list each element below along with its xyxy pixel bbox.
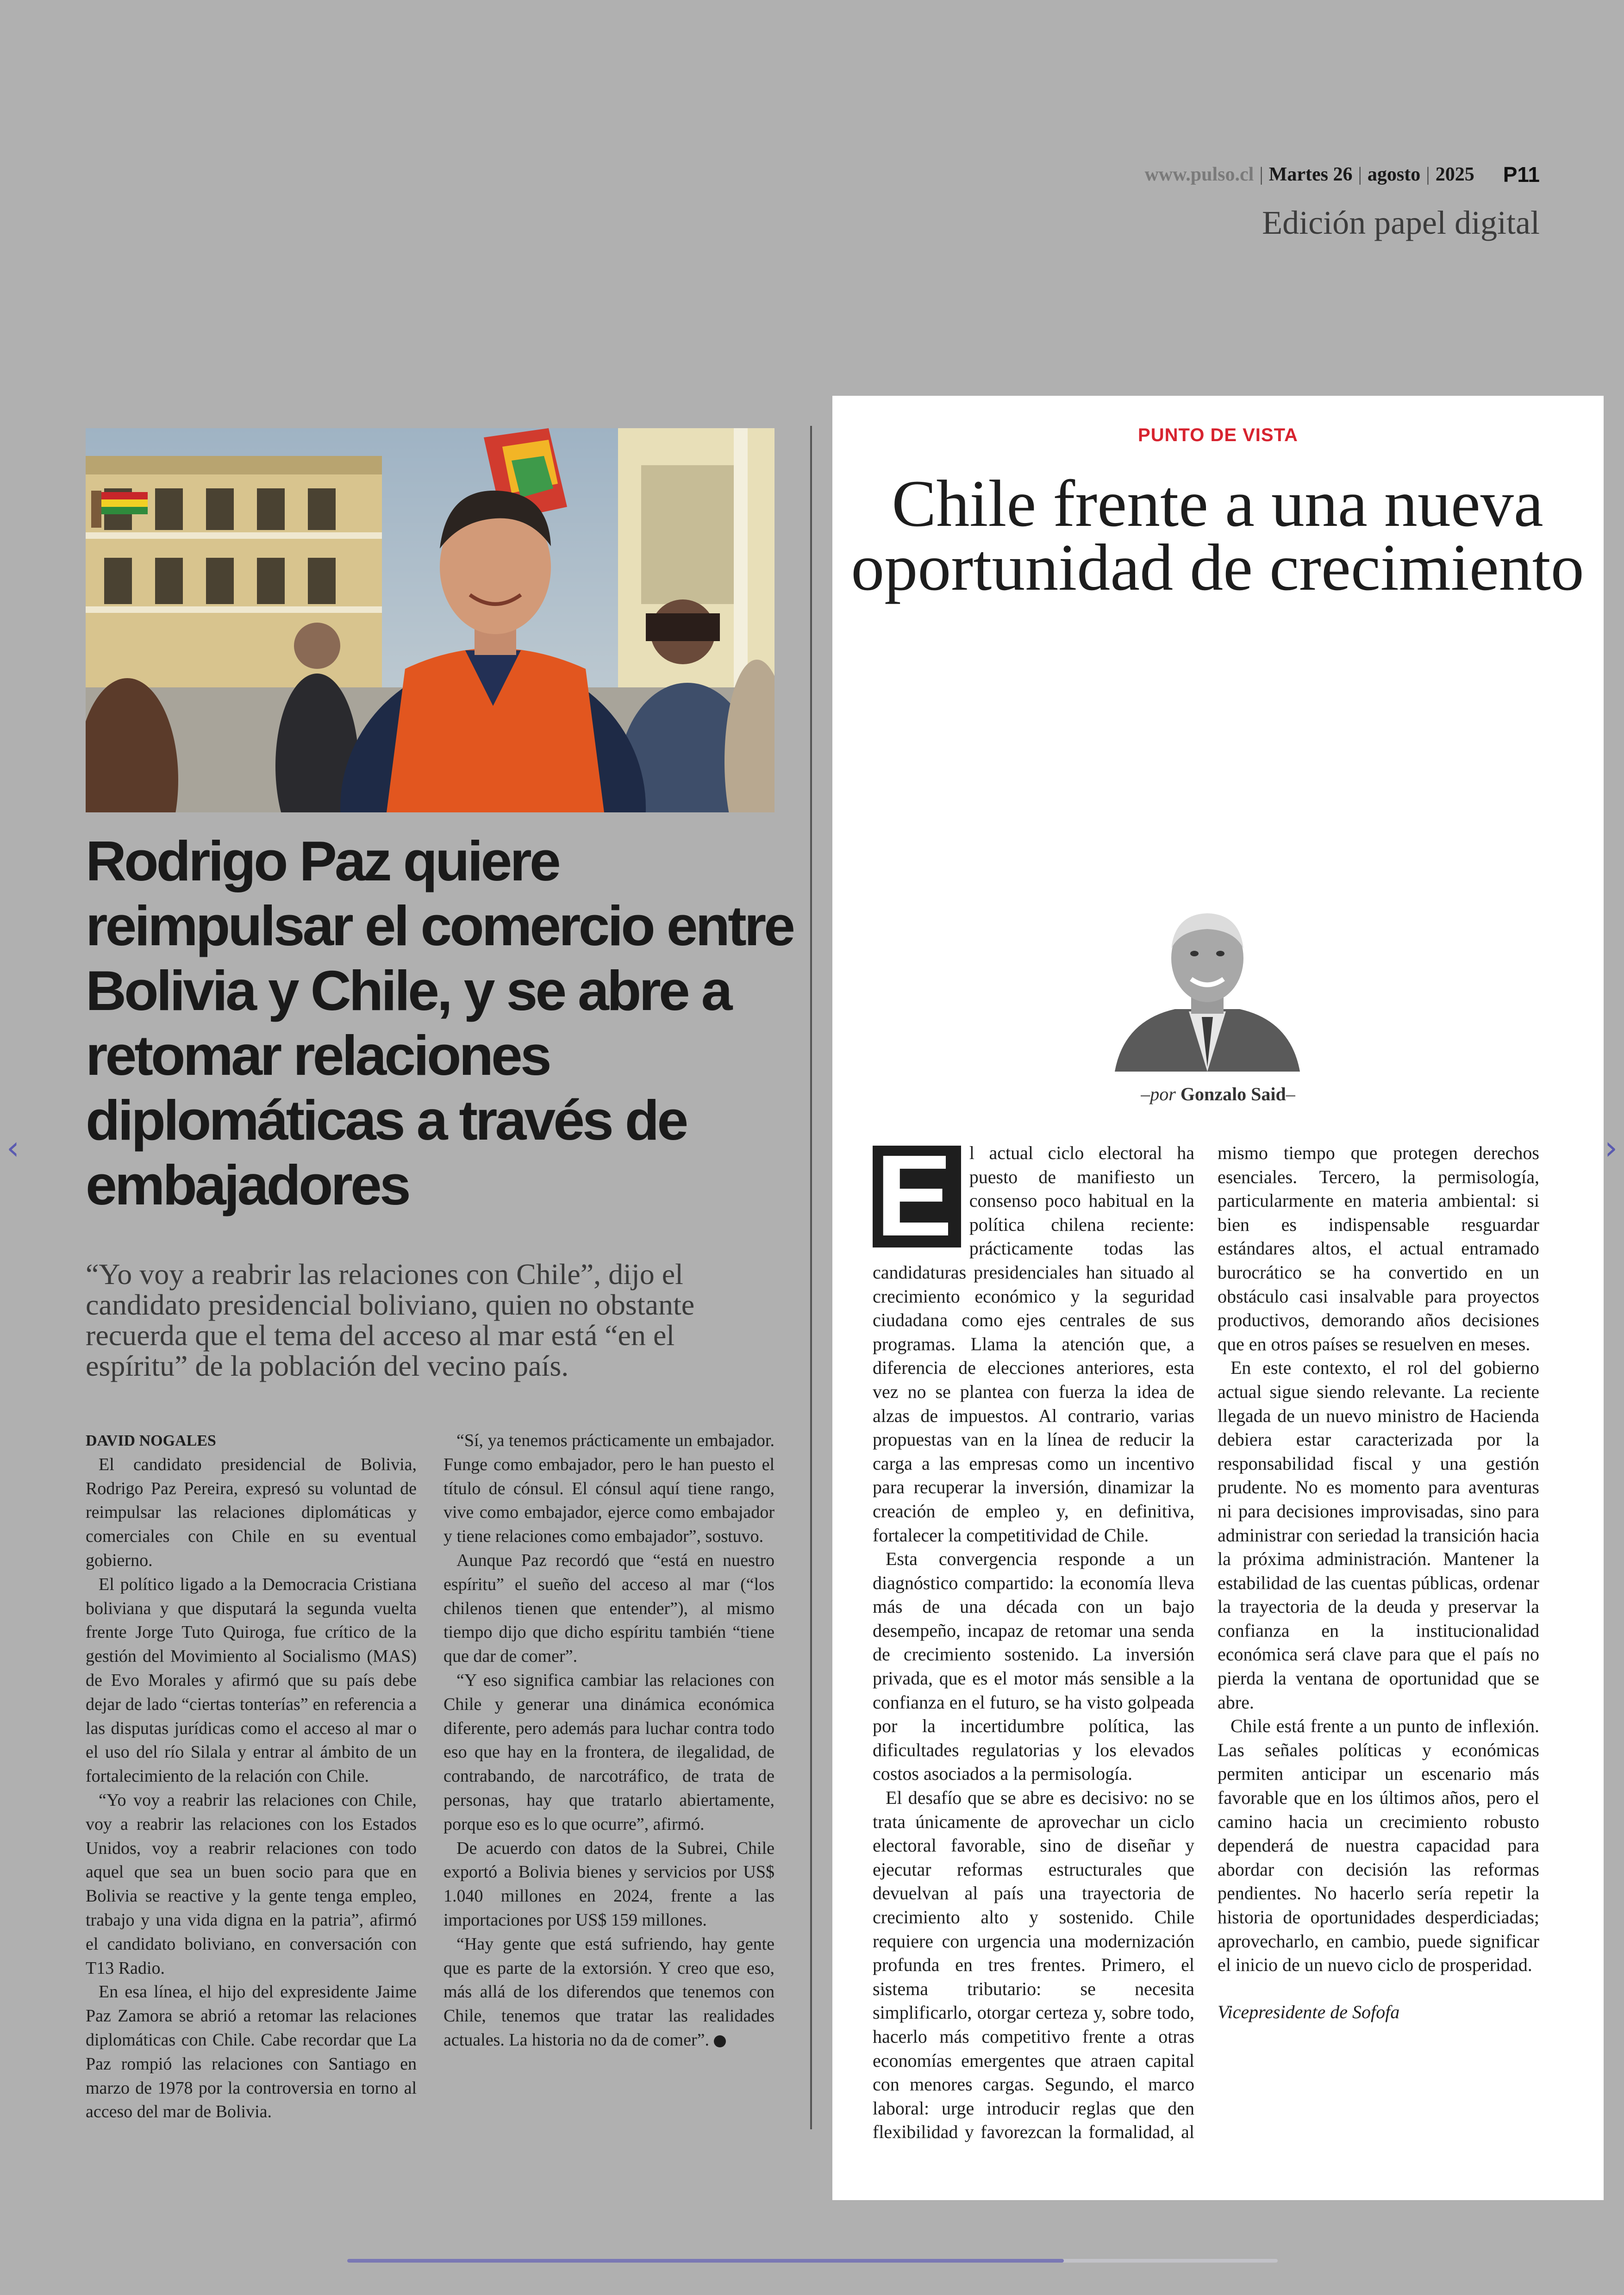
article-paragraph: El candidato presidencial de Bolivia, Rodrigo Paz Pereira, expresó su voluntad de reimpulsar las relaciones diplomáticas y comerciales con Chile en su eventual gobierno. [86, 1454, 417, 1570]
article-byline: DAVID NOGALES [86, 1432, 216, 1449]
article-dek: “Yo voy a reabrir las relaciones con Chile”, dijo el candidato presidencial boliviano, quien no obstante recuerda que el tema del acceso al mar está “en el espíritu” de la población del vecino país. [86, 1258, 695, 1382]
opinion-paragraph: Esta convergencia responde a un diagnóstico compartido: la economía lleva más de una década con un bajo desempeño, incapaz de retomar una senda de crecimiento sostenido. La inversión privada, que es el motor más sensible a la confianza en el futuro, se ha visto golpeada por la incertidumbre política, las dificultades regulatorias y los elevados costos asociados a la permisología. [873, 1548, 1194, 1784]
article-paragraph: “Yo voy a reabrir las relaciones con Chile, voy a reabrir las relaciones con los Estados Unidos, voy a reabrir relaciones con todo aquel que sea un buen socio para que en Bolivia se reactive y la gente tenga empleo, trabajo y una vida digna en la patria”, afirmó el candidato boliviano, en conversación con T13 Radio. [86, 1790, 417, 1978]
opinion-body [873, 1131, 1539, 2148]
page-header [1145, 158, 1540, 191]
drop-cap: E [873, 1146, 961, 1247]
site-url[interactable]: www.pulso.cl [1144, 164, 1254, 185]
article-body [86, 1429, 775, 2128]
prev-page-arrow-icon[interactable]: ‹ [6, 1129, 19, 1167]
page-number: P11 [1503, 162, 1540, 187]
article-paragraph-last [443, 1933, 775, 2052]
header-divider: | [1426, 164, 1430, 185]
header-year: 2025 [1435, 164, 1474, 185]
header-day: Martes 26 [1268, 164, 1353, 185]
opinion-headline: Chile frente a una nueva oportunidad de crecimiento [851, 467, 1584, 605]
header-month: agosto [1367, 164, 1421, 185]
article-paragraph-text: “Hay gente que está sufriendo, hay gente que es parte de la extorsión. Y creo que eso, más allá de los diferendos que tenemos con Chile, tenemos que tratar las realidades actuales. La historia no da de comer”. [443, 1934, 775, 2050]
opinion-paragraph [873, 1131, 1194, 1547]
next-page-arrow-icon[interactable]: › [1605, 1129, 1618, 1167]
article-photo [86, 428, 775, 812]
header-divider: | [1358, 164, 1362, 185]
article-paragraph: De acuerdo con datos de la Subrei, Chile exportó a Bolivia bienes y servicios por US$ 1.040 millones en 2024, frente a las importaciones por US$ 159 millones. [443, 1838, 775, 1930]
column-divider [810, 426, 812, 2129]
article-paragraph: “Sí, ya tenemos prácticamente un embajador. Funge como embajador, pero le han puesto el título de cónsul. El cónsul aquí tiene rango, vive como embajador, ejerce como embajador y tiene relaciones como embajador”, sostuvo. [443, 1431, 775, 1547]
article-paragraph: “Y eso significa cambiar las relaciones con Chile y generar una dinámica económica diferente, pero además para luchar contra todo eso que hay en la frontera, de ilegalidad, de contrabando, de narcotráfico, de trata de personas, hay que tratarlo abiertamente, porque eso es lo que ocurre”, afirmó. [443, 1670, 775, 1834]
opinion-paragraph: El desafío que se abre es decisivo: no se trata únicamente de aprovechar un ciclo electoral favorable, sino de diseñar y ejecutar reformas estructurales que devuelvan al país una trayectoria de crecimiento alto y sostenido. Chile requiere con urgencia una modernización profunda en tres frentes. Primero, el sistema tributario: se necesita simplificarlo, otorgar certeza y, sobre todo, hacerlo más competitivo frente a otras economías emergentes que atraen capital con menores cargas. Segundo, el marco laboral: urge introducir reglas que den flexibilidad y favorezcan la formalidad, al mismo tiempo que protegen derechos esenciales. Tercero, la permisología, particularmente en materia ambiental: si bien es indispensable resguardar estándares altos, el actual entramado burocrático se ha convertido en un obstáculo casi insalvable para proyectos productivos, demorando años decisiones que en otros países se resuelven en meses. [873, 1142, 1539, 2143]
article-paragraph: El político ligado a la Democracia Cristiana boliviana y que disputará la segunda vuelta frente Jorge Tuto Quiroga, fue crítico de la gestión del Movimiento al Socialismo (MAS) de Evo Morales y afirmó que su país debe dejar de lado “ciertas tonterías” en referencia a las disputas jurídicas como el acceso al mar o el uso del río Silala y entrar al ámbito de un fortalecimiento de la relación con Chile. [86, 1574, 417, 1786]
header-divider: | [1259, 164, 1263, 185]
opinion-paragraph: Chile está frente a un punto de inflexión. Las señales políticas y económicas permiten anticipar un escenario más favorable que en los últimos años, pero el camino hacia un crecimiento robusto dependerá de nuestra capacidad para abordar con decisión las reformas pendientes. No hacerlo sería repetir la historia de oportunidades desperdiciadas; aprovecharlo, en cambio, puede significar el inicio de un nuevo ciclo de prosperidad. [1218, 1715, 1539, 1976]
author-credit [832, 1083, 1604, 1105]
article-headline: Rodrigo Paz quiere reimpulsar el comercio entre Bolivia y Chile, y se abre a retomar relaciones diplomáticas a través de embajadores [86, 829, 793, 1216]
author-signature: Vicepresidente de Sofofa [1218, 2001, 1400, 2022]
edition-label: Edición papel digital [1262, 204, 1540, 241]
author-name: Gonzalo Said [1180, 1084, 1286, 1104]
reading-progress-fill [347, 2259, 1064, 2263]
section-kicker: PUNTO DE VISTA [1138, 425, 1298, 445]
end-mark-icon [714, 2035, 726, 2047]
article-paragraph: Aunque Paz recordó que “está en nuestro espíritu” el sueño del acceso al mar (“los chilenos tienen que entender”), al mismo tiempo dijo que dicho espíritu también “tiene que dar de comer”. [443, 1550, 775, 1666]
opinion-paragraph: En este contexto, el rol del gobierno actual sigue siendo relevante. La reciente llegada de un nuevo ministro de Hacienda debiera estar caracterizada por la responsabilidad fiscal y una gestión prudente. No es momento para aventuras ni para decisiones improvisadas, sino para administrar con seriedad la transición hacia la próxima administración. Mantener la estabilidad de las cuentas públicas, ordenar la trayectoria de la deuda y preservar la confianza en la institucionalidad económica será clave para que el país no pierda la ventana de oportunidad que se abre. [1218, 1357, 1539, 1713]
author-prefix: –por [1141, 1084, 1176, 1104]
article-paragraph: En esa línea, el hijo del expresidente Jaime Paz Zamora se abrió a retomar las relaciones diplomáticas con Chile. Cabe recordar que La Paz rompió las relaciones con Santiago en marzo de 1978 por la controversia en torno al acceso del mar de Bolivia. [86, 1982, 417, 2122]
author-suffix: – [1286, 1084, 1295, 1104]
opinion-paragraph-text: l actual ciclo electoral ha puesto de manifiesto un consenso poco habitual en la política chilena reciente: prácticamente todas las candidaturas presidenciales han situado al crecimiento económico y la seguridad ciudadana como ejes centrales de sus programas. Llama la atención que, a diferencia de elecciones anteriores, esta vez no se plantea con fuerza la idea de alzas de impuestos. Al contrario, varias propuestas van en la línea de reducir la carga a las empresas como un incentivo para recuperar la inversión, dinamizar la creación de empleo y, en definitiva, fortalecer la competitividad de Chile. [873, 1142, 1194, 1546]
author-portrait [1106, 896, 1309, 1072]
